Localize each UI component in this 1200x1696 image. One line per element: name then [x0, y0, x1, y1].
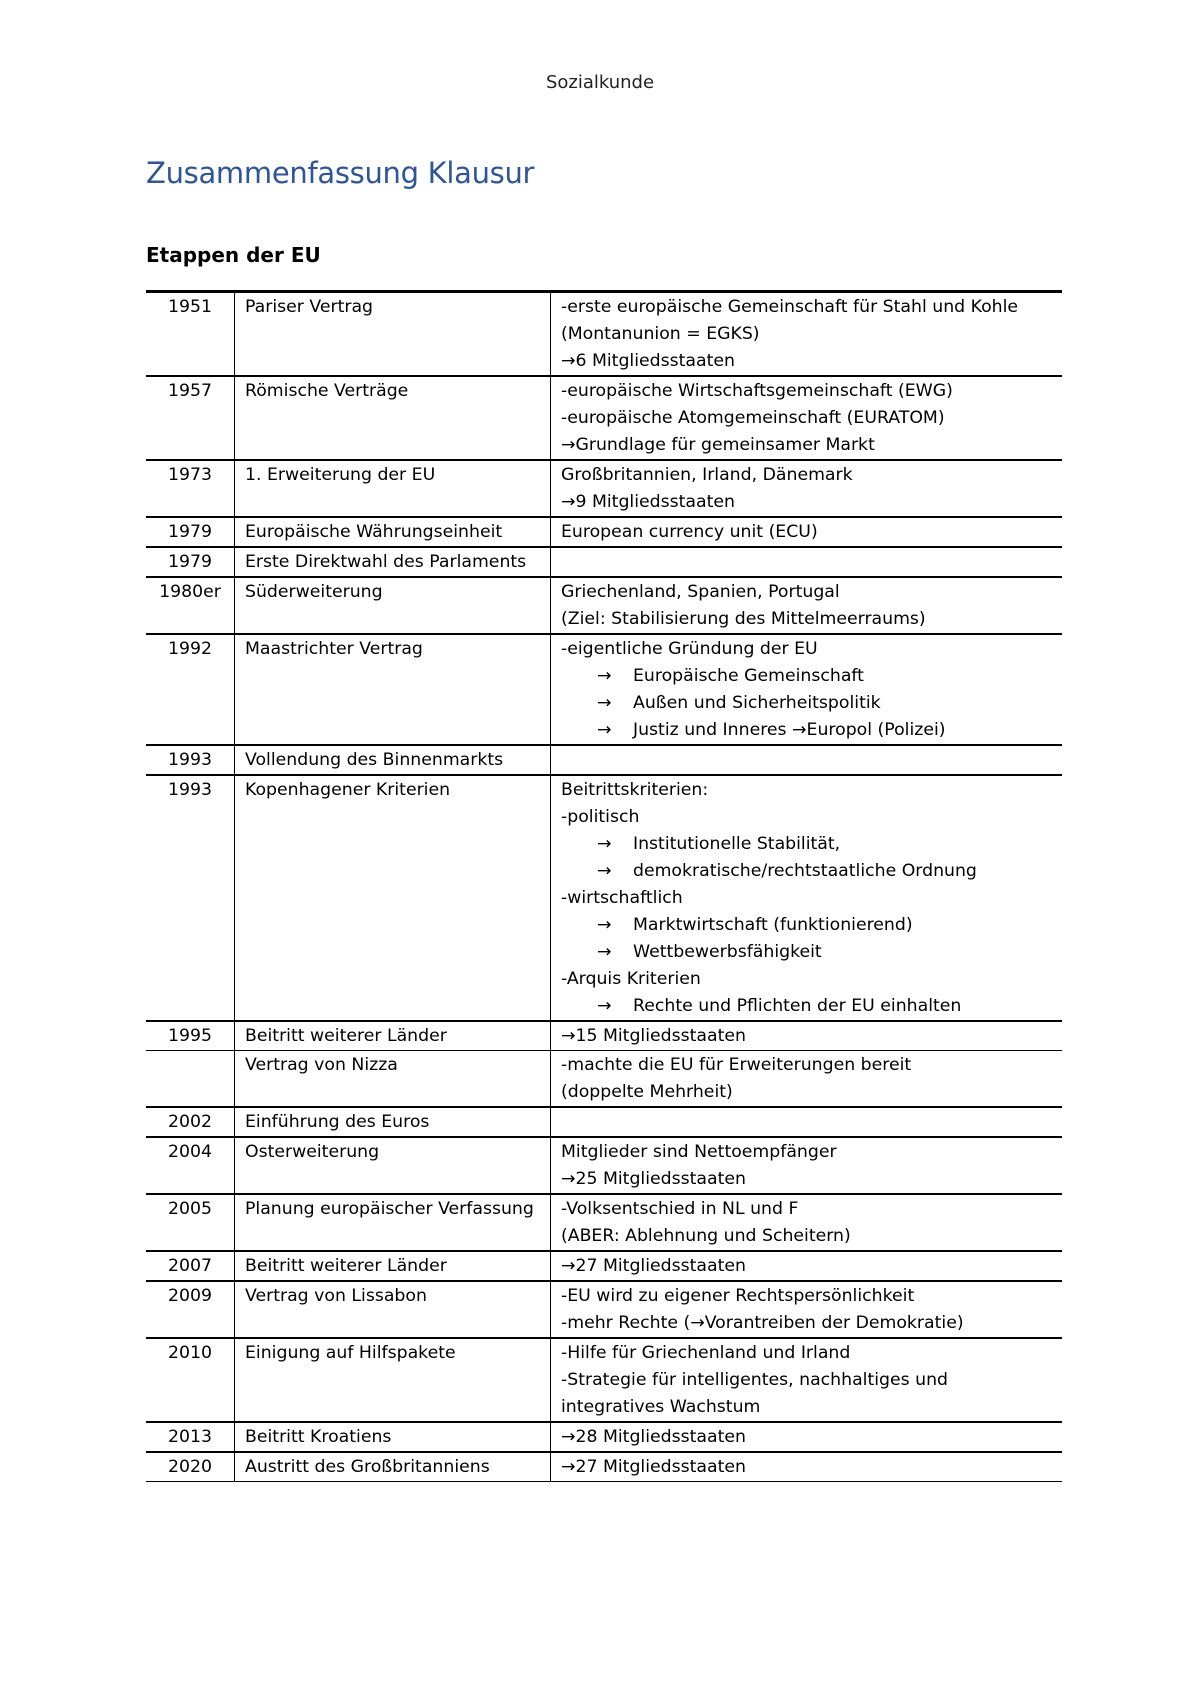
timeline-event: Europäische Währungseinheit: [235, 517, 551, 547]
timeline-event: Einigung auf Hilfspakete: [235, 1338, 551, 1422]
note-text: Europäische Gemeinschaft: [633, 666, 864, 686]
timeline-event: Beitritt weiterer Länder: [235, 1251, 551, 1281]
note-line: [561, 1052, 1062, 1079]
note-text: -wirtschaftlich: [561, 888, 683, 908]
note-line: [561, 1283, 1062, 1310]
timeline-year: 2005: [146, 1194, 235, 1251]
note-line: [561, 519, 1062, 546]
note-line: [561, 1223, 1062, 1250]
timeline-notes: [551, 376, 1063, 460]
note-line: [561, 885, 1062, 912]
timeline-event: Pariser Vertrag: [235, 292, 551, 377]
note-text: -mehr Rechte (→Vorantreiben der Demokratie): [561, 1313, 964, 1333]
note-text: →15 Mitgliedsstaaten: [561, 1026, 746, 1046]
timeline-event: Vertrag von Nizza: [235, 1051, 551, 1108]
note-line: [561, 606, 1062, 633]
note-text: Institutionelle Stabilität,: [633, 834, 841, 854]
timeline-notes: [551, 460, 1063, 517]
note-sub-item: [561, 831, 1062, 858]
note-line: [561, 378, 1062, 405]
note-line: [561, 777, 1062, 804]
note-line: [561, 1424, 1062, 1451]
timeline-year: 2009: [146, 1281, 235, 1338]
note-line: [561, 1340, 1062, 1367]
timeline-notes: [551, 1251, 1063, 1281]
arrow-right-icon: →: [597, 693, 612, 713]
document-title: Zusammenfassung Klausur: [146, 156, 535, 190]
note-text: Griechenland, Spanien, Portugal: [561, 582, 840, 602]
note-line: [561, 1367, 1062, 1394]
note-text: -EU wird zu eigener Rechtspersönlichkeit: [561, 1286, 915, 1306]
timeline-event: Einführung des Euros: [235, 1107, 551, 1137]
timeline-row: [146, 1452, 1062, 1482]
note-line: [561, 636, 1062, 663]
note-text: →27 Mitgliedsstaaten: [561, 1256, 746, 1276]
note-line: [561, 804, 1062, 831]
note-text: Mitglieder sind Nettoempfänger: [561, 1142, 837, 1162]
timeline-notes: [551, 1137, 1063, 1194]
note-line: [561, 1079, 1062, 1106]
note-line: [561, 1454, 1062, 1481]
arrow-right-icon: →: [597, 720, 612, 740]
timeline-row: [146, 1021, 1062, 1051]
timeline-event: Austritt des Großbritanniens: [235, 1452, 551, 1482]
timeline-event: Erste Direktwahl des Parlaments: [235, 547, 551, 577]
note-text: -europäische Atomgemeinschaft (EURATOM): [561, 408, 945, 428]
timeline-row: [146, 1194, 1062, 1251]
timeline-row: [146, 1051, 1062, 1108]
arrow-right-icon: →: [597, 915, 612, 935]
timeline-row: [146, 1281, 1062, 1338]
timeline-row: [146, 634, 1062, 745]
timeline-year: 1979: [146, 547, 235, 577]
note-line: [561, 321, 1062, 348]
note-line: [561, 1394, 1062, 1421]
note-sub-item: [561, 912, 1062, 939]
timeline-event: Beitritt Kroatiens: [235, 1422, 551, 1452]
note-line: [561, 1139, 1062, 1166]
note-line: [561, 1166, 1062, 1193]
note-text: →27 Mitgliedsstaaten: [561, 1457, 746, 1477]
timeline-event: Osterweiterung: [235, 1137, 551, 1194]
note-line: [561, 579, 1062, 606]
note-text: →25 Mitgliedsstaaten: [561, 1169, 746, 1189]
timeline-notes: [551, 745, 1063, 775]
note-line: [561, 489, 1062, 516]
timeline-notes: [551, 577, 1063, 634]
timeline-year: 2002: [146, 1107, 235, 1137]
note-line: [561, 294, 1062, 321]
note-text: -europäische Wirtschaftsgemeinschaft (EWG): [561, 381, 953, 401]
note-text: (Montanunion = EGKS): [561, 324, 760, 344]
timeline-row: [146, 292, 1062, 377]
timeline-year: 1995: [146, 1021, 235, 1051]
timeline-event: Vollendung des Binnenmarkts: [235, 745, 551, 775]
note-text: Rechte und Pflichten der EU einhalten: [633, 996, 962, 1016]
timeline-year: 2010: [146, 1338, 235, 1422]
note-text: integratives Wachstum: [561, 1397, 761, 1417]
note-text: -Hilfe für Griechenland und Irland: [561, 1343, 851, 1363]
eu-timeline-table: [146, 290, 1062, 1482]
timeline-notes: [551, 1107, 1063, 1137]
timeline-notes: [551, 1051, 1063, 1108]
note-line: [561, 405, 1062, 432]
section-title: Etappen der EU: [146, 243, 321, 267]
timeline-event: Römische Verträge: [235, 376, 551, 460]
timeline-year: 1993: [146, 775, 235, 1021]
timeline-body: [146, 292, 1062, 1482]
timeline-year: 2004: [146, 1137, 235, 1194]
timeline-year: [146, 1051, 235, 1108]
timeline-row: [146, 1251, 1062, 1281]
timeline-event: Beitritt weiterer Länder: [235, 1021, 551, 1051]
timeline-event: Süderweiterung: [235, 577, 551, 634]
timeline-year: 2013: [146, 1422, 235, 1452]
note-line: [561, 1310, 1062, 1337]
note-line: [561, 348, 1062, 375]
note-text: Justiz und Inneres →Europol (Polizei): [633, 720, 946, 740]
note-text: -machte die EU für Erweiterungen bereit: [561, 1055, 912, 1075]
timeline-row: [146, 547, 1062, 577]
note-text: -eigentliche Gründung der EU: [561, 639, 818, 659]
timeline-notes: [551, 292, 1063, 377]
timeline-event: Kopenhagener Kriterien: [235, 775, 551, 1021]
timeline-event: Planung europäischer Verfassung: [235, 1194, 551, 1251]
note-text: (ABER: Ablehnung und Scheitern): [561, 1226, 851, 1246]
timeline-event: Maastrichter Vertrag: [235, 634, 551, 745]
arrow-right-icon: →: [597, 942, 612, 962]
note-sub-item: [561, 717, 1062, 744]
timeline-notes: [551, 1281, 1063, 1338]
timeline-row: [146, 577, 1062, 634]
timeline-year: 1992: [146, 634, 235, 745]
note-line: [561, 432, 1062, 459]
note-text: (Ziel: Stabilisierung des Mittelmeerraums): [561, 609, 926, 629]
timeline-notes: [551, 1422, 1063, 1452]
timeline-year: 1980er: [146, 577, 235, 634]
timeline-notes: [551, 775, 1063, 1021]
note-text: Beitrittskriterien:: [561, 780, 709, 800]
timeline-notes: [551, 1021, 1063, 1051]
timeline-notes: [551, 1452, 1063, 1482]
timeline-year: 1979: [146, 517, 235, 547]
note-line: [561, 966, 1062, 993]
timeline-row: [146, 775, 1062, 1021]
timeline-year: 2020: [146, 1452, 235, 1482]
timeline-notes: [551, 1194, 1063, 1251]
note-text: -Arquis Kriterien: [561, 969, 701, 989]
note-sub-item: [561, 663, 1062, 690]
timeline-year: 2007: [146, 1251, 235, 1281]
note-text: →6 Mitgliedsstaaten: [561, 351, 735, 371]
note-text: -Strategie für intelligentes, nachhaltiges und: [561, 1370, 949, 1390]
timeline-row: [146, 1107, 1062, 1137]
note-line: [561, 462, 1062, 489]
timeline-row: [146, 1338, 1062, 1422]
page-header-subject: Sozialkunde: [545, 72, 655, 93]
note-text: →Grundlage für gemeinsamer Markt: [561, 435, 875, 455]
timeline-row: [146, 1137, 1062, 1194]
timeline-row: [146, 745, 1062, 775]
timeline-notes: [551, 547, 1063, 577]
arrow-right-icon: →: [597, 861, 612, 881]
note-text: →28 Mitgliedsstaaten: [561, 1427, 746, 1447]
timeline-year: 1973: [146, 460, 235, 517]
arrow-right-icon: →: [597, 666, 612, 686]
note-text: Marktwirtschaft (funktionierend): [633, 915, 913, 935]
note-sub-item: [561, 858, 1062, 885]
note-text: -politisch: [561, 807, 640, 827]
note-text: -Volksentschied in NL und F: [561, 1199, 799, 1219]
note-text: Großbritannien, Irland, Dänemark: [561, 465, 853, 485]
note-text: demokratische/rechtstaatliche Ordnung: [633, 861, 977, 881]
timeline-notes: [551, 517, 1063, 547]
note-text: Wettbewerbsfähigkeit: [633, 942, 822, 962]
note-sub-item: [561, 993, 1062, 1020]
timeline-row: [146, 376, 1062, 460]
note-sub-item: [561, 939, 1062, 966]
note-text: European currency unit (ECU): [561, 522, 818, 542]
note-text: -erste europäische Gemeinschaft für Stahl und Kohle: [561, 297, 1019, 317]
note-line: [561, 1253, 1062, 1280]
note-line: [561, 1023, 1062, 1050]
note-text: Außen und Sicherheitspolitik: [633, 693, 881, 713]
timeline-year: 1993: [146, 745, 235, 775]
timeline-year: 1951: [146, 292, 235, 377]
timeline-notes: [551, 1338, 1063, 1422]
arrow-right-icon: →: [597, 996, 612, 1016]
note-sub-item: [561, 690, 1062, 717]
timeline-row: [146, 1422, 1062, 1452]
timeline-event: Vertrag von Lissabon: [235, 1281, 551, 1338]
timeline-row: [146, 517, 1062, 547]
note-line: [561, 1196, 1062, 1223]
timeline-event: 1. Erweiterung der EU: [235, 460, 551, 517]
note-text: →9 Mitgliedsstaaten: [561, 492, 735, 512]
note-text: (doppelte Mehrheit): [561, 1082, 733, 1102]
timeline-row: [146, 460, 1062, 517]
timeline-notes: [551, 634, 1063, 745]
arrow-right-icon: →: [597, 834, 612, 854]
timeline-year: 1957: [146, 376, 235, 460]
